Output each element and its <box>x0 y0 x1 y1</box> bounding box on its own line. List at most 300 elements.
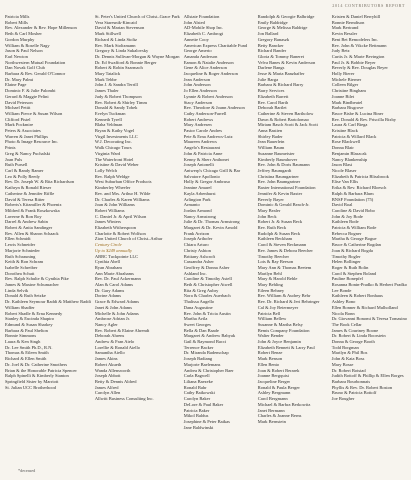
donor-name: Robert & Anita Sandinger <box>5 225 53 231</box>
donor-name: Shirley Bader <box>257 133 283 139</box>
donor-name: John & Kaia Boss <box>331 356 365 362</box>
donor-name: Rev. John & Doris Baumann <box>257 162 310 168</box>
donor-name: Timothy Beecher <box>257 253 289 259</box>
donor-name: Charlotte & Robert Wolfson <box>94 230 146 236</box>
donor-name: Christina Baumgartner <box>257 173 299 179</box>
donor-name: Bella & Dan Baade <box>183 327 219 333</box>
donor-name: David Peterson <box>5 99 33 105</box>
donor-name: Lynnie & Robert Anderson <box>183 93 233 99</box>
donor-name: Ralph Spinelli & Kimberly Stanton <box>5 373 69 379</box>
donor-name: Mary Tatalick <box>94 71 121 77</box>
donor-name: Ashley Bergmann <box>257 390 291 396</box>
donor-name: Barbara & Paul Shelton <box>5 327 48 333</box>
donor-name: Ronald & Paula Berger <box>257 384 300 390</box>
donor-name: Robert & Robin Szarmach <box>94 65 143 71</box>
donor-name: Barry Services <box>257 88 285 94</box>
donor-name: Earl Newton <box>5 53 28 59</box>
donor-name: Geoffrey & Donna Asher <box>183 264 230 270</box>
donor-name: Jennifer & Kevin Baxter <box>257 190 303 196</box>
donor-name: Mary Ann & Thomas Beetem <box>257 264 312 270</box>
donor-name: Arlington Park <box>183 196 211 202</box>
donor-name: Carol Bergmann <box>257 396 288 402</box>
donor-name: John & Patricia Anne <box>183 150 223 156</box>
donor-name: Dr. Kathleen Seymour Raddi & Matthew Raddi <box>5 299 91 305</box>
donor-name: Amanda Anderson <box>183 53 218 59</box>
donor-name: Liliana Baezeke <box>183 379 213 384</box>
donor-name: ABBC Tuckpointe LLC <box>94 253 139 259</box>
donor-name: Margaret & Andrew Babyak <box>183 333 236 339</box>
donor-name: Julie Barga <box>257 76 279 82</box>
donor-name: Barbara Bourbonnais <box>331 379 371 384</box>
donor-name: Ronald Bahr <box>183 384 207 390</box>
donor-name: Zion United Church of Christ–Arthur <box>94 236 163 242</box>
donor-name: Clifford Pistel <box>5 116 31 122</box>
donor-name: William Baum <box>257 145 285 151</box>
donor-name: Gene & Alice Anderson <box>183 65 227 71</box>
donor-name: Michael & Barbra Berkowitz <box>257 401 311 407</box>
donor-name: Alan & Carol Adams <box>94 282 133 288</box>
donor-name: American Express Charitable Fund <box>183 42 248 48</box>
donor-name: David & Teresa Ritter <box>5 196 45 202</box>
donor-name: Springfield Sister by Marriott <box>5 379 59 384</box>
donor-name: Isabelle Schreiber <box>5 264 38 270</box>
donor-name: Mark Stillwell <box>94 31 121 37</box>
donor-name: Gregory Banaszk <box>257 36 290 42</box>
donor-name: Barbara & Rev. Gerald O'Connor <box>5 71 66 77</box>
donor-name: Northwestern Mutual Foundation <box>5 59 66 65</box>
donor-name: Kristine & David Weber <box>94 162 139 168</box>
donor-name: Nicole Blaser <box>331 167 357 173</box>
donor-name: Robert Akueth <box>94 361 122 367</box>
donor-name: George Amerio <box>183 48 212 54</box>
donor-name: Elizabeth Bennett & Larry Paul <box>257 344 315 350</box>
donor-name: Joseph Arthofer <box>183 236 213 242</box>
donor-name: Dr. Giovanni Bonomi & Teresa Tomasino <box>331 316 407 322</box>
donor-name: James Alfred <box>94 384 119 390</box>
donor-name: Prints <box>5 145 16 151</box>
donor-name: James & Courtney Boone <box>331 327 379 333</box>
donor-name: Photo & Image Resource Inc. <box>5 139 59 145</box>
donor-name: Jeanine Amarel <box>183 185 212 191</box>
donor-name: Virginia Ward <box>94 150 121 156</box>
donor-name: Marjorie Schnieder <box>5 247 40 253</box>
donor-name: Patricia Mills <box>5 14 30 19</box>
donor-name: Elaine Page <box>5 82 27 88</box>
donor-name: Joanne Bergquist <box>257 373 289 379</box>
donor-name: Rev. Ralph Weldge <box>94 173 130 179</box>
donor-name: Julie & Dr. Thomas Armstrong <box>183 219 240 225</box>
donor-name: Laura & Carl Biega <box>331 122 368 128</box>
donor-name: David Boal <box>331 202 353 208</box>
donor-name: Elizabeth & Patricia Blissbrook <box>331 173 389 179</box>
donor-name: Darlene Bangs <box>257 65 285 71</box>
donor-name: Joe Bougher <box>331 396 355 402</box>
donor-name: Dr. Robert Botstad <box>331 367 366 373</box>
donor-name: Greg & Nancy Puchalski <box>5 150 51 156</box>
donor-name: Dawn & Robert Bartolomao <box>257 116 309 122</box>
donor-name: Erika & Rev. Richard Bloesch <box>331 185 387 191</box>
donor-name: Darrel & Andrew Sabin <box>5 219 48 225</box>
donor-name: Andrew & Fran Aielo <box>94 339 135 345</box>
donor-name: Rev. John & Vikcke Bettmann <box>331 42 387 48</box>
donor-name: Ellen Bento <box>257 361 280 367</box>
donor-name: Lee Bonde <box>331 287 352 293</box>
donor-name: Bemis Company Foundation <box>257 327 310 333</box>
donor-name: Laverne & Ron Roy <box>5 213 42 219</box>
donor-name: Timothy Bogler <box>331 253 361 259</box>
donor-name: Robert Williams <box>94 207 125 213</box>
donor-name: Joanne Bilet <box>331 93 355 99</box>
donor-name: Dr. Ed Swafford & Bonnie Berger <box>94 59 157 65</box>
donor-name: Rev. James & Debora Beecher <box>257 247 313 253</box>
donor-name: Dr. Charles & Karen Williams <box>94 196 150 202</box>
donor-name: Judy & Robert Thompson <box>94 93 142 99</box>
donor-column <box>258 14 328 464</box>
donor-name: William Pierce & Susan Wilson <box>5 110 63 116</box>
donor-name: Jean Anderson <box>183 76 211 82</box>
donor-name: Jesse & Maria Banzhaffer <box>257 71 305 77</box>
donor-name: Rudolph & Susan Beck <box>257 230 301 236</box>
donor-name: Sweet Georges <box>183 321 211 327</box>
donor-name: Kenneth Tyrell <box>94 116 122 122</box>
donor-name: Beverly Bayer <box>257 196 284 202</box>
donor-name: Rev. John & Tricia Austin <box>183 310 231 316</box>
donor-name: Walk Chicago Tours <box>94 145 132 151</box>
donor-name: Rev. Allen & Sharon Schaack <box>5 230 59 236</box>
donor-name: Jane Baldwinski <box>183 424 214 430</box>
donor-name: Bruce Bisbe & Lucina Biner <box>331 110 384 116</box>
donor-name: Rebecca Bogner <box>331 230 362 236</box>
footnote: *deceased <box>18 468 36 473</box>
donor-name: Elizabeth C. Ambrogi <box>183 31 224 37</box>
donor-name: Joan & Richard Bogda <box>331 247 373 253</box>
donor-name: Salvatore Apollonio <box>183 173 220 179</box>
donor-name: Thomas & Eileen Smith <box>5 350 49 356</box>
donor-name: Nancy Blankenship <box>331 156 368 162</box>
donor-name: Mary Andresen <box>183 122 212 128</box>
donor-name: Patricia Bell <box>257 310 281 316</box>
donor-name: Mark Bindbeutel <box>331 99 363 105</box>
donor-name: Jon Ballard <box>257 31 279 37</box>
donor-name: Ann Marie Abrahams <box>94 270 134 276</box>
donor-column <box>5 14 91 464</box>
donor-name: Rev. John Baumgartner <box>257 179 301 185</box>
running-head: 2014 CONTRIBUTORS REPORT <box>332 3 405 8</box>
donor-name: Caroline & Timothy Astell <box>183 276 232 282</box>
donor-name: Rev. Robert & Shirley Timm <box>94 99 147 105</box>
donor-name: Warren & Janet Phillips <box>5 133 49 139</box>
donor-name: Bent Bet Remodelers Inc. <box>331 36 379 42</box>
donor-name: Rev. Dr. Richard & Jeri Behringer <box>257 299 320 305</box>
donor-name: Rev. Alexander & Rev. Hope Millenson <box>5 25 77 31</box>
donor-name: Beth & Christopher Atwell <box>183 282 233 288</box>
donor-name: Jean Bauerlein <box>257 139 285 145</box>
donor-name: Dr. Miranda Badenschap <box>183 350 229 356</box>
donor-column <box>332 14 407 464</box>
donor-name: Richard Bander <box>257 48 287 54</box>
donor-name: Lolly Welch <box>94 167 118 173</box>
donor-name: Kathleen & Robert Bonhaus <box>331 293 383 299</box>
donor-name: Cathy Anderson-Farrell <box>183 110 227 116</box>
donor-name: Mark Tebbe <box>94 76 117 82</box>
donor-name: Samantha Aiello <box>94 350 125 356</box>
donor-name: Gregory & Linda Sukalovsky <box>94 48 149 54</box>
donor-name: Benjamin Blaszczk <box>331 150 367 156</box>
donor-name: Bonnie Berndtson <box>331 19 365 25</box>
donor-name: Mary & Harold Behle <box>257 276 298 282</box>
donor-name: Rev. Theodore & Joann Anderson <box>183 105 245 111</box>
donor-name: Dorothea Schutt <box>5 270 35 276</box>
donor-name: Kathleen Beckham <box>257 236 293 242</box>
donor-name: Jacqueline Berger <box>257 379 291 384</box>
donor-name: Kevin Bessler <box>331 31 358 37</box>
donor-name: Mark Bernstein <box>257 418 286 424</box>
donor-name: Carla Bagwell <box>183 373 210 379</box>
donor-name: Dr. Gary Adams <box>94 287 125 293</box>
donor-name: Cal & Joy Beiermeyer <box>257 304 299 310</box>
donor-name: Barbara & Richard Barry <box>257 82 304 88</box>
donor-name: Baxter International Foundation <box>257 185 316 191</box>
donor-name: Grace & Edward Adams <box>94 299 139 305</box>
donor-name: Richard & Ellen Smith <box>5 356 47 362</box>
donor-name: Andrea & Christopher Baer <box>183 367 234 373</box>
donor-name: Wanda Allensworth <box>94 367 131 373</box>
donor-name: Bruce & Catherine Bogdan <box>331 242 381 248</box>
donor-name: Dr. Lee Smith Ph.D., R.N. <box>5 344 53 350</box>
donor-name: Beth & Carl Mosher <box>5 31 42 37</box>
donor-name: Carl & Randy Ramer <box>5 167 44 173</box>
donor-name: Christy Ashton <box>183 247 211 253</box>
donor-name: Nora & Charles Auerbach <box>183 293 231 299</box>
donor-name: James & Maxine Schumacher <box>5 282 59 288</box>
donor-name: Mark Bertrand <box>331 25 359 31</box>
donor-name: Walter Bender <box>257 333 284 339</box>
donor-name: John & Joy Bode <box>331 213 363 219</box>
donor-name: Elise Van Ellis <box>331 179 359 185</box>
donor-column <box>184 14 254 464</box>
donor-name: Susanne & Martha Belsy <box>257 321 303 327</box>
donor-name: Kristine Black <box>331 128 358 134</box>
donor-name: Eamon & Natalie Anderson <box>183 59 234 65</box>
donor-name: Antwerp's Chicago Grill & Bar <box>183 167 241 173</box>
donor-name: Joseph Antonelli <box>183 162 214 168</box>
donor-name: Marilyn Behl <box>257 270 282 276</box>
donor-name: Rev. Ralph Schulte & Cynthia Pike <box>5 276 69 282</box>
donor-name: Patricia & Willard Black <box>331 133 377 139</box>
donor-name: Stacy Anderson <box>183 99 213 105</box>
donor-name: Kenny & Sherr Anthonet <box>183 156 229 162</box>
donor-name: Rose Blackwell <box>331 139 361 145</box>
donor-name: Holly & Gregor Ambruso <box>183 179 231 185</box>
donor-name: Jeffrey Baumgardt <box>257 167 292 173</box>
donor-name: Helen Bollinger <box>331 259 361 265</box>
donor-name: Rev. William & Audrey Behr <box>257 293 311 299</box>
donor-name: Leo & Polly Reedy <box>5 173 40 179</box>
donor-name: Patricia & William Bode <box>331 225 377 231</box>
donor-name: Jordan Armond <box>183 207 212 213</box>
donor-name: Pete & Erna Andrews-Lutz <box>183 133 233 139</box>
donor-name: AD-Mobile Shop Inc. <box>183 25 224 31</box>
donor-name: Rev. Carol Barth <box>257 99 289 105</box>
donor-name: Brian & the Honorable Patricia Spencer <box>5 367 77 373</box>
donor-name: Randolph & Georgie Balbridge <box>257 14 315 19</box>
donor-name: Dr. Mary Palmi <box>5 76 34 82</box>
donor-name: James Akins <box>94 356 118 362</box>
donor-name: Mildred & Frank Roszkowska <box>5 207 60 213</box>
donor-name: Mark Pockmire <box>5 122 34 128</box>
donor-name: Carol & Stephen Boland <box>331 270 377 276</box>
donor-name: Roger & Ruth Bolin <box>331 264 369 270</box>
donor-name: Thalissa Augello <box>183 299 215 305</box>
donor-name: Roberts's Kitzmiller & Phoenix <box>5 202 62 208</box>
donor-name: BNSF Foundation (75) <box>331 196 374 202</box>
donor-name: Betty Bancker <box>257 42 284 48</box>
donor-name: Ambrose Adrian Jr. <box>94 316 130 322</box>
donor-name: Marjorie Baelemans <box>183 361 221 367</box>
donor-columns <box>5 14 407 464</box>
donor-name: Peters & Associates <box>5 128 41 134</box>
donor-name: Lewis Schneider <box>5 242 36 248</box>
donor-name: Ralph & Barbara Blum <box>331 190 374 196</box>
donor-name: Gordon Murphy <box>5 36 35 42</box>
donor-name: Kathryn & Ronald Rieser <box>5 185 52 191</box>
donor-name: Judy Betz <box>331 48 350 54</box>
donor-name: Carol & Steven Beckmann <box>257 242 307 248</box>
donor-name: Gerard & Maggie Pelini <box>5 93 49 99</box>
donor-name: Betty & Dennis Aldred <box>94 379 137 384</box>
donor-name: Colleen Bilger <box>331 82 359 88</box>
section-heading: Century Circle <box>94 242 122 248</box>
donor-name: Ashley Bono <box>331 299 356 305</box>
donor-name: Rev. and Mrs. Arthur H. Wilde <box>94 190 151 196</box>
donor-name: Martha Avila <box>183 316 208 322</box>
donor-name: W.J. Decorating Inc. <box>94 139 132 145</box>
donor-name: Maureen Andrews <box>183 139 217 145</box>
donor-name: William Shadfer <box>5 304 35 310</box>
donor-name: Deborah Ahrens <box>94 333 125 339</box>
donor-name: Rev. Ruth Beck <box>257 225 287 231</box>
donor-name: Eileen Behney <box>257 287 285 293</box>
donor-name: Cathy Baikowski <box>183 390 215 396</box>
donor-name: David & Marian Stevenson <box>94 25 145 31</box>
donor-name: Gail & Raymond Bacci <box>183 339 227 345</box>
donor-name: Phyllis & Rev. Dr. Robert Boston <box>331 384 393 390</box>
donor-name: John & Joyce Benjamin <box>257 339 301 345</box>
donor-name: Michele Bierner <box>331 76 362 82</box>
donor-name: Robert Mills <box>5 19 28 25</box>
donor-name: Curtis Jr. & Marie Bevington <box>331 53 385 59</box>
donor-name: Chiara Arturo <box>183 242 209 248</box>
donor-name: Pauline Bonepfel <box>331 276 363 282</box>
donor-name: Patricia Baker <box>183 407 210 413</box>
donor-name: Donald & Sandy Tobek <box>94 105 138 111</box>
donor-name: Donna & George Booth <box>331 339 375 345</box>
donor-name: Elizabeth Witherspoon <box>94 225 136 231</box>
donor-name: Jason Blasi <box>331 162 353 168</box>
donor-name: Christine Bingham <box>331 88 366 94</box>
donor-name: Dr. Dennis Sullivan-Morgan & Wayne Morgan <box>94 53 180 59</box>
donor-name: Velva Banes & Kevin Anderson <box>257 59 316 65</box>
donor-name: Ryan Abraham <box>94 264 122 270</box>
donor-name: Ellen Schmidt <box>5 236 31 242</box>
donor-name: Dana Augustine <box>183 304 213 310</box>
donor-name: Todd Borgman <box>331 344 359 350</box>
donor-name: Vera Staresnik-Kincaid <box>94 19 137 25</box>
donor-name: Joan & John Williams <box>94 202 135 208</box>
donor-name: Charles & Joanne Berns <box>257 413 302 419</box>
donor-name: James Winters <box>94 219 121 225</box>
donor-name: Kimberly Baumhover <box>257 156 298 162</box>
donor-name: Rev. Donald & Rev. Priscilla Bixby <box>331 116 397 122</box>
donor-name: Rev. Mark Stoltzmann <box>94 42 136 48</box>
donor-name: John Alsted <box>183 19 205 25</box>
donor-name: Dominic F. & Julie Palombi <box>5 88 56 94</box>
donor-name: George & Melissa Baldrige <box>257 25 308 31</box>
donor-name: John Beck <box>257 213 277 219</box>
donor-name: Mark Benson <box>257 356 283 362</box>
donor-name: Pastor Carole Andres <box>183 128 223 134</box>
donor-name: Josephine & Peter Baikas <box>183 418 230 424</box>
donor-name: Gloria & Tommy Baneret <box>257 53 304 59</box>
donor-name: Rev. Dr. Joseph W. & Rita Richardson <box>5 179 75 185</box>
donor-name: James Thaler <box>94 88 119 94</box>
donor-name: John Anderson <box>183 82 211 88</box>
donor-name: Mary Behling <box>257 282 283 288</box>
donor-name: Dorine Adams <box>94 293 121 299</box>
donor-name: Terrence Backer <box>183 344 214 350</box>
donor-name: The Book Cellar <box>331 321 362 327</box>
donor-name: Nicola Bonn <box>331 310 355 316</box>
donor-name: Mary Bealer <box>257 207 281 213</box>
donor-name: Holly Bierer <box>331 71 355 77</box>
donor-name: Robert Benze <box>257 350 283 356</box>
donor-name: Margaret & Dr. Kevin Arnold <box>183 225 238 231</box>
donor-name: Carolyn Allen <box>94 390 121 396</box>
donor-name: Judith Bottoff & Phillip & Ellen Borges <box>331 373 404 379</box>
donor-name: Rev. Robert & Elaine Ahrendt <box>94 327 150 333</box>
donor-name: Virgil Investments LLC <box>94 133 138 139</box>
donor-name: Joan & Robert Berarek <box>257 367 300 373</box>
donor-name: Emily Baldridge <box>257 19 288 25</box>
donor-name: C. Daniel Jr. & April Wilson <box>94 213 147 219</box>
donor-name: Ellen Bonner & Richard Mulholland <box>331 304 398 310</box>
donor-name: Barbara Bisgrove <box>331 105 364 111</box>
donor-name: Bonnie Simmons <box>5 333 37 339</box>
donor-name: Jo Ellen Anderson <box>183 88 217 94</box>
donor-name: Michael Pettit <box>5 105 31 111</box>
donor-name: Martha & George Bogue <box>331 236 377 242</box>
donor-name: Donna Blair <box>331 145 354 151</box>
donor-name: Caroline & David Bobo <box>331 207 375 213</box>
donor-name: Marilyn & Phil Bos <box>331 350 368 356</box>
donor-name: Robert Andrews <box>183 116 214 122</box>
donor-name: William Bellew <box>257 316 287 322</box>
donor-name: Kathleen Bode <box>331 219 359 225</box>
donor-name: Rosanna Bonin-Pradko & Herbert Pradko <box>331 282 408 288</box>
donor-name: Cynthia Abell <box>94 259 120 265</box>
donor-name: Dan Novak Golf Club <box>5 65 45 71</box>
donor-name: Robert Jr. & Susan Beck <box>257 219 303 225</box>
donor-name: John J. & Sandra Terrill <box>94 82 138 88</box>
donor-name: Beverly & Rev. Douglas Beyer <box>331 65 388 71</box>
donor-name: Ruth Pursell <box>5 162 28 168</box>
donor-name: Annette Cooy <box>183 36 209 42</box>
donor-name: Elizabeth Barrett <box>257 93 289 99</box>
donor-name: Richard & Linda Stoltz <box>94 36 137 42</box>
donor-name: Evelyn Tuckman <box>94 110 126 116</box>
donor-name: Stanley & Eucinda Shapiro <box>5 316 55 322</box>
donor-name: Paul Jr. & Bobbie Beyer <box>331 59 376 65</box>
